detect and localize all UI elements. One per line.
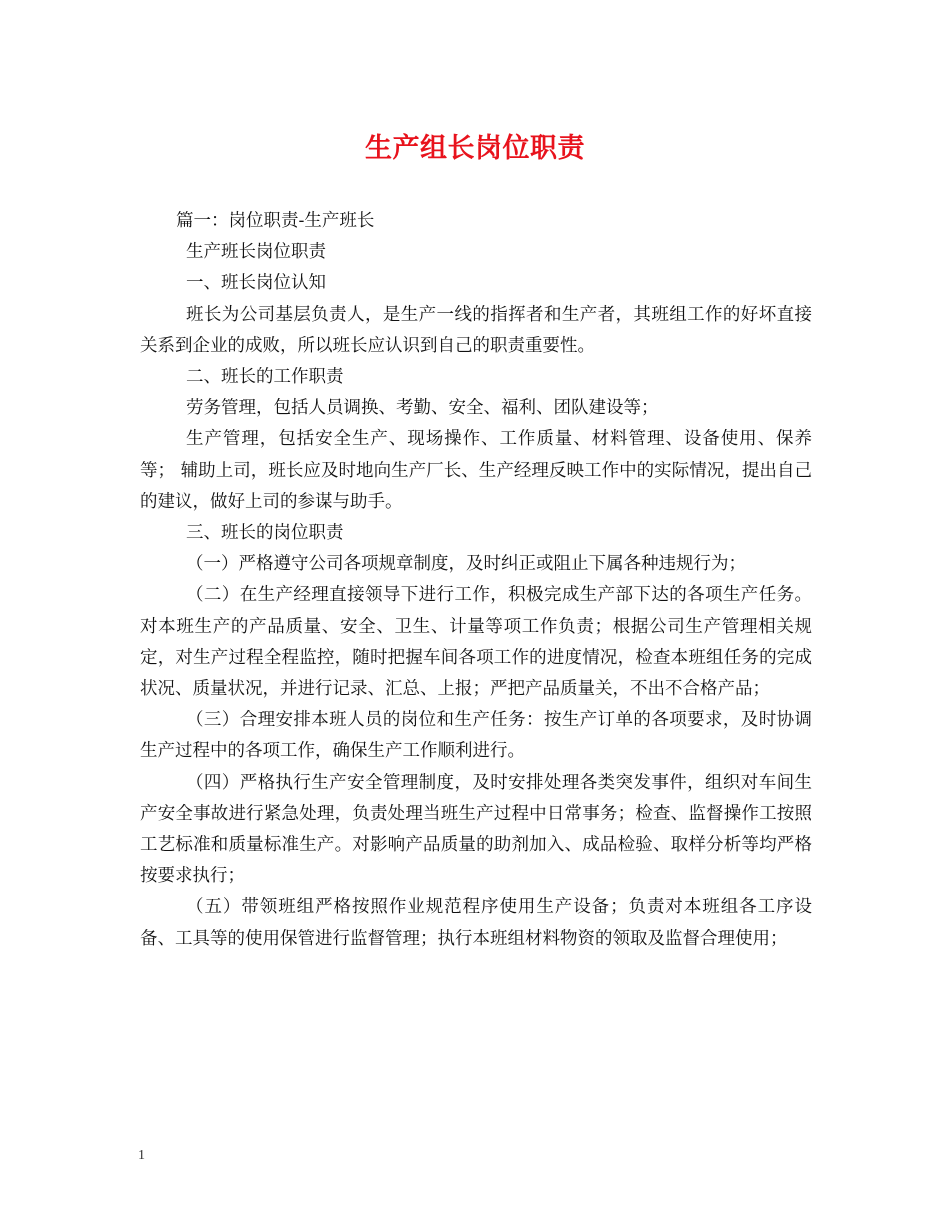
paragraph-list-item: （一）严格遵守公司各项规章制度，及时纠正或阻止下属各种违规行为；: [186, 554, 746, 575]
page-number: 1: [138, 1148, 145, 1163]
paragraph-section-heading: 篇一：岗位职责-生产班长: [176, 211, 375, 231]
paragraph-heading-1: 一、班长岗位认知: [186, 273, 326, 294]
paragraph-subtitle: 生产班长岗位职责: [186, 242, 326, 263]
paragraph-list-item: （三）合理安排本班人员的岗位和生产任务：按生产订单的各项要求，及时协调生产过程中的各项工作，确保生产工作顺利进行。: [140, 710, 812, 762]
paragraph-list-item: （二）在生产经理直接领导下进行工作，积极完成生产部下达的各项生产任务。 对本班生产的产品质量、安全、卫生、计量等项工作负责；根据公司生产管理相关规定，对生产过程全程监控，随时把握车间各项工作的进度情况，检查本班组任务的完成状况、质量状况，并进行记录、汇总、上报；严把产品质量关，不出不合格产品；: [140, 585, 812, 700]
paragraph-body: 班长为公司基层负责人，是生产一线的指挥者和生产者，其班组工作的好坏直接关系到企业的成败，所以班长应认识到自己的职责重要性。: [140, 304, 812, 356]
paragraph-list-item: （四）严格执行生产安全管理制度，及时安排处理各类突发事件，组织对车间生产安全事故进行紧急处理，负责处理当班生产过程中日常事务；检查、监督操作工按照工艺标准和质量标准生产。对影响产品质量的助剂加入、成品检验、取样分析等均严格按要求执行；: [140, 772, 812, 887]
page-title: 生产组长岗位职责: [365, 133, 585, 164]
paragraph-heading-2: 二、班长的工作职责: [186, 367, 344, 388]
paragraph-heading-3: 三、班长的岗位职责: [186, 523, 344, 544]
document-body: [140, 206, 812, 955]
paragraph-list-item: （五）带领班组严格按照作业规范程序使用生产设备；负责对本班组各工序设备、工具等的使用保管进行监督管理；执行本班组材料物资的领取及监督合理使用；: [140, 897, 812, 949]
paragraph-body: 生产管理，包括安全生产、现场操作、工作质量、材料管理、设备使用、保养等； 辅助上司，班长应及时地向生产厂长、生产经理反映工作中的实际情况，提出自己的建议，做好上司的参谋与助手。: [140, 429, 812, 512]
paragraph-body: 劳务管理，包括人员调换、考勤、安全、福利、团队建设等；: [186, 398, 659, 419]
